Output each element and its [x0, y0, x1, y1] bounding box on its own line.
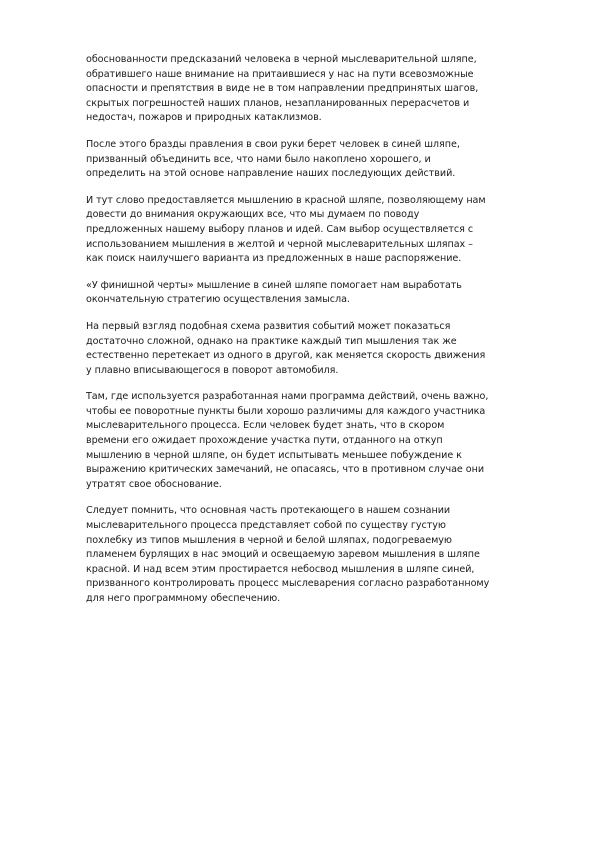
text-line: призванный объединить все, что нами было накоплено хорошего, и	[86, 153, 431, 165]
text-line: И тут слово предоставляется мышлению в красной шляпе, позволяющему нам	[86, 194, 486, 206]
text-line: предложенных нашему выбору планов и идей. Сам выбор осуществляется с	[86, 223, 474, 235]
paragraph-7	[86, 504, 550, 606]
text-line: скрытых погрешностей наших планов, незапланированных перерасчетов и	[86, 97, 470, 109]
text-line: времени его ожидает прохождение участка пути, отданного на откуп	[86, 435, 443, 447]
text-line: использованием мышления в желтой и черной мыслеварительных шляпах –	[86, 238, 473, 250]
document-page	[86, 53, 550, 619]
text-line: похлебку из типов мышления в черной и белой шляпах, подогреваемую	[86, 534, 452, 546]
paragraph-3	[86, 194, 550, 267]
text-line: опасности и препятствия в виде не в том направлении предпринятых шагов,	[86, 83, 479, 95]
text-line: естественно перетекает из одного в другой, как меняется скорость движения	[86, 350, 486, 362]
text-line: пламенем бурлящих в нас эмоций и освещаемую заревом мышления в шляпе	[86, 549, 480, 561]
text-line: достаточно сложной, однако на практике каждый тип мышления так же	[86, 335, 457, 347]
text-line: «У финишной черты» мышление в синей шляпе помогает нам выработать	[86, 279, 462, 291]
text-line: для него программному обеспечению.	[86, 593, 281, 604]
text-line: мышлению в черной шляпе, он будет испытывать меньшее побуждение к	[86, 449, 462, 461]
text-line: мыслеварительного процесса. Если человек будет знать, что в скором	[86, 420, 445, 432]
text-line: После этого бразды правления в свои руки берет человек в синей шляпе,	[86, 138, 460, 150]
text-line: окончательную стратегию осуществления замысла.	[86, 294, 350, 306]
paragraph-4	[86, 279, 550, 308]
text-line: призванного контролировать процесс мыслеварения согласно разработанному	[86, 578, 490, 590]
text-line: утратят свое обоснование.	[86, 478, 222, 490]
text-line: у плавно вписывающегося в поворот автомобиля.	[86, 364, 339, 376]
paragraph-1	[86, 53, 550, 126]
text-line: недостач, пожаров и природных катаклизмов.	[86, 112, 322, 124]
text-line: обратившего наше внимание на притаившиеся у нас на пути всевозможные	[86, 68, 474, 80]
paragraph-5	[86, 320, 550, 378]
text-line: обоснованности предсказаний человека в черной мыслеварительной шляпе,	[86, 54, 477, 65]
text-line: Там, где используется разработанная нами программа действий, очень важно,	[86, 391, 489, 403]
text-line: довести до внимания окружающих все, что мы думаем по поводу	[86, 209, 420, 221]
text-line: красной. И над всем этим простирается небосвод мышления в шляпе синей,	[86, 563, 475, 575]
text-line: чтобы ее поворотные пункты были хорошо различимы для каждого участника	[86, 405, 486, 417]
text-line: На первый взгляд подобная схема развития событий может показаться	[86, 320, 451, 332]
text-line: определить на этой основе направление наших последующих действий.	[86, 168, 456, 180]
text-line: выражению критических замечаний, не опасаясь, что в противном случае они	[86, 464, 485, 476]
paragraph-2	[86, 138, 550, 182]
text-line: Следует помнить, что основная часть протекающего в нашем сознании	[86, 505, 451, 517]
paragraph-6	[86, 390, 550, 492]
text-line: мыслеварительного процесса представляет собой по существу густую	[86, 520, 446, 532]
text-line: как поиск наилучшего варианта из предложенных в наше распоряжение.	[86, 253, 462, 265]
